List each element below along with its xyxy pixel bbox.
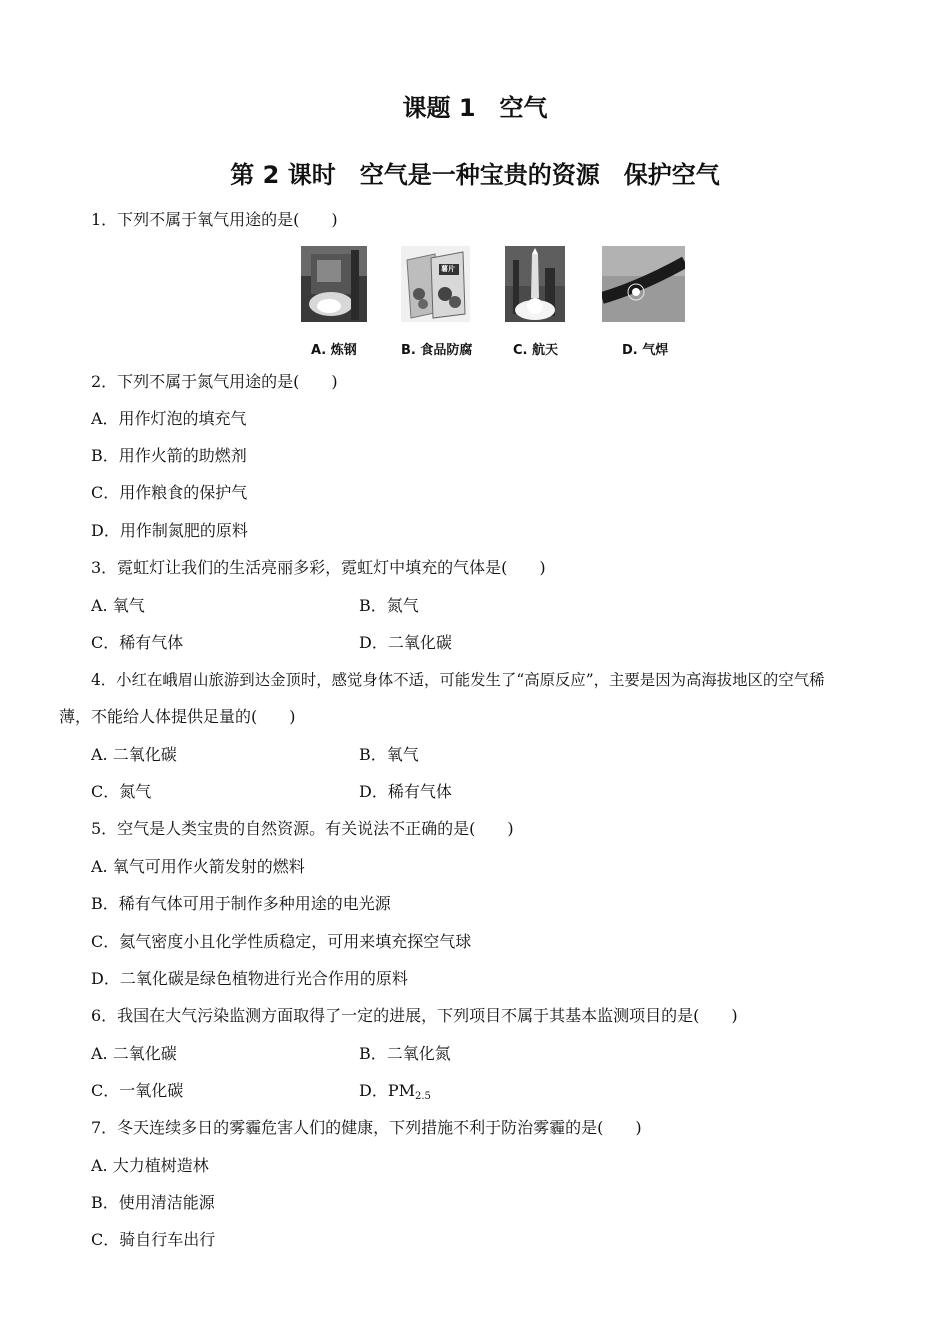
caption-food-preservation: B. 食品防腐 xyxy=(401,343,473,358)
question-6-option-b: B．二氧化氮 xyxy=(359,1044,451,1063)
question-3-option-b: B．氮气 xyxy=(359,596,419,615)
question-4-stem-line1: 4．小红在峨眉山旅游到达金顶时，感觉身体不适，可能发生了“高原反应”，主要是因为高海拔地区的空气稀 xyxy=(91,671,825,689)
food-bag-image xyxy=(401,246,470,322)
page-title: 课题 1 空气 xyxy=(402,94,548,122)
question-2-option-a: A．用作灯泡的填充气 xyxy=(91,409,247,428)
question-4-option-a: A. 二氧化碳 xyxy=(91,745,177,764)
rocket-launch-image xyxy=(505,246,565,322)
question-7-option-b: B．使用清洁能源 xyxy=(91,1193,215,1212)
caption-steelmaking: A. 炼钢 xyxy=(311,343,357,358)
steelmaking-image xyxy=(301,246,367,322)
question-2-option-b: B．用作火箭的助燃剂 xyxy=(91,446,247,465)
question-6-option-d xyxy=(359,1081,431,1101)
question-6-option-c: C．一氧化碳 xyxy=(91,1081,184,1100)
question-2-stem: 2．下列不属于氮气用途的是( ) xyxy=(91,372,338,391)
bag-label: 薯片 xyxy=(441,265,455,273)
question-6-stem: 6．我国在大气污染监测方面取得了一定的进展，下列项目不属于其基本监测项目的是( ) xyxy=(91,1006,738,1025)
option-d-subscript: 2.5 xyxy=(414,1091,431,1102)
question-3-option-d: D．二氧化碳 xyxy=(359,633,452,652)
question-4-option-b: B．氧气 xyxy=(359,745,419,764)
question-5-stem: 5．空气是人类宝贵的自然资源。有关说法不正确的是( ) xyxy=(91,819,514,838)
question-3-option-c: C．稀有气体 xyxy=(91,633,184,652)
question-4-option-c: C．氮气 xyxy=(91,782,152,801)
page-subtitle: 第 2 课时 空气是一种宝贵的资源 保护空气 xyxy=(230,161,720,189)
question-4-option-d: D．稀有气体 xyxy=(359,782,452,801)
question-5-option-c: C．氦气密度小且化学性质稳定，可用来填充探空气球 xyxy=(91,932,472,951)
question-3-stem: 3．霓虹灯让我们的生活亮丽多彩，霓虹灯中填充的气体是( ) xyxy=(91,558,546,577)
gas-welding-image xyxy=(602,246,685,322)
question-2-option-d: D．用作制氮肥的原料 xyxy=(91,521,248,540)
caption-gas-welding: D. 气焊 xyxy=(622,343,669,358)
question-4-stem-line2: 薄，不能给人体提供足量的( ) xyxy=(59,707,296,726)
question-5-option-b: B．稀有气体可用于制作多种用途的电光源 xyxy=(91,894,391,913)
question-6-option-a: A. 二氧化碳 xyxy=(91,1044,177,1063)
question-7-option-c: C．骑自行车出行 xyxy=(91,1230,216,1249)
question-5-option-a: A. 氧气可用作火箭发射的燃料 xyxy=(91,857,305,876)
option-d-prefix: D．PM xyxy=(359,1081,415,1100)
question-3-option-a: A. 氧气 xyxy=(91,596,145,615)
question-2-option-c: C．用作粮食的保护气 xyxy=(91,483,248,502)
question-7-stem: 7．冬天连续多日的雾霾危害人们的健康，下列措施不利于防治雾霾的是( ) xyxy=(91,1118,642,1137)
question-5-option-d: D．二氧化碳是绿色植物进行光合作用的原料 xyxy=(91,969,408,988)
question-1-stem: 1．下列不属于氧气用途的是( ) xyxy=(91,210,338,229)
caption-aerospace: C. 航天 xyxy=(513,343,559,358)
question-7-option-a: A. 大力植树造林 xyxy=(91,1156,209,1175)
